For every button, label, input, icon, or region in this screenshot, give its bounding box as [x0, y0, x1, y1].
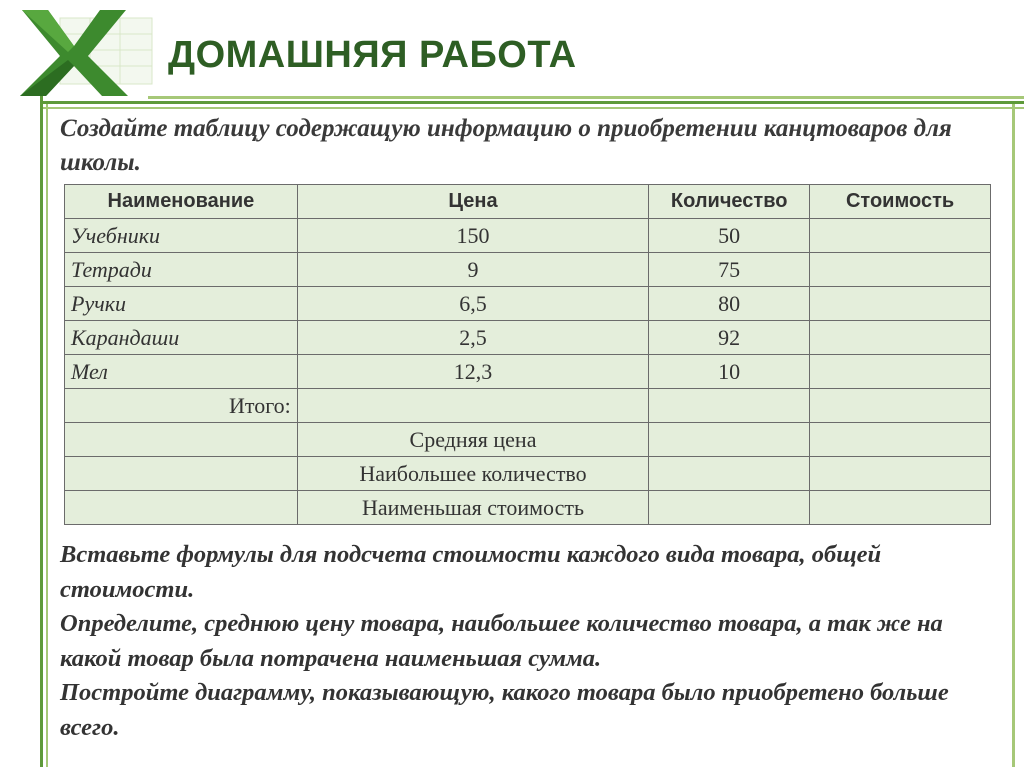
cell-price[interactable]: 6,5 — [297, 287, 648, 321]
task-item-formulas: Вставьте формулы для подсчета стоимости каждого вида товара, общей стоимости. — [60, 541, 882, 603]
table-row — [65, 355, 991, 389]
cell-quantity[interactable]: 92 — [649, 321, 810, 355]
excel-logo-icon — [8, 6, 158, 98]
table-row — [65, 321, 991, 355]
table-row-total — [65, 389, 991, 423]
cell-name[interactable]: Ручки — [65, 287, 298, 321]
header-divider-light — [148, 96, 1024, 99]
table-row — [65, 253, 991, 287]
cell-price[interactable]: 12,3 — [297, 355, 648, 389]
summary-label-max-quantity: Наибольшее количество — [297, 457, 648, 491]
cell-min-quantity[interactable] — [649, 491, 810, 525]
cell-total-quantity[interactable] — [649, 389, 810, 423]
intro-text: Создайте таблицу содержащую информацию о приобретении канцтоваров для школы. — [60, 115, 952, 176]
column-header-quantity: Количество — [649, 185, 810, 219]
cell-name[interactable]: Мел — [65, 355, 298, 389]
cell-average-quantity[interactable] — [649, 423, 810, 457]
header-divider-dark — [40, 101, 1024, 104]
cell-cost[interactable] — [810, 219, 991, 253]
column-header-price: Цена — [297, 185, 648, 219]
cell-quantity[interactable]: 75 — [649, 253, 810, 287]
total-label: Итого: — [65, 389, 298, 423]
cell-max-quantity[interactable] — [649, 457, 810, 491]
task-list — [60, 538, 1000, 745]
summary-label-min-cost: Наименьшая стоимость — [297, 491, 648, 525]
cell-average-cost[interactable] — [810, 423, 991, 457]
table-row-max — [65, 457, 991, 491]
column-header-name: Наименование — [65, 185, 298, 219]
cell-price[interactable]: 9 — [297, 253, 648, 287]
cell-empty[interactable] — [65, 457, 298, 491]
cell-min-cost[interactable] — [810, 491, 991, 525]
left-border-line — [40, 96, 43, 767]
cell-price[interactable]: 2,5 — [297, 321, 648, 355]
table-row — [65, 219, 991, 253]
table-row-average — [65, 423, 991, 457]
cell-name[interactable]: Тетради — [65, 253, 298, 287]
cell-price[interactable]: 150 — [297, 219, 648, 253]
cell-total-price[interactable] — [297, 389, 648, 423]
summary-label-average-price: Средняя цена — [297, 423, 648, 457]
table-header-row — [65, 185, 991, 219]
cell-quantity[interactable]: 80 — [649, 287, 810, 321]
page-title: ДОМАШНЯЯ РАБОТА — [168, 34, 577, 76]
cell-cost[interactable] — [810, 355, 991, 389]
task-item-statistics: Определите, среднюю цену товара, наибольшее количество товара, а так же на какой товар была потрачена наименьшая сумма. — [60, 610, 943, 672]
cell-name[interactable]: Учебники — [65, 219, 298, 253]
task-item-chart: Постройте диаграмму, показывающую, какого товара было приобретено больше всего. — [60, 679, 949, 741]
cell-quantity[interactable]: 10 — [649, 355, 810, 389]
purchase-table — [64, 184, 991, 525]
cell-cost[interactable] — [810, 287, 991, 321]
table-row — [65, 287, 991, 321]
header-divider-thin — [40, 107, 1024, 109]
right-border-line — [1012, 104, 1015, 767]
cell-quantity[interactable]: 50 — [649, 219, 810, 253]
cell-name[interactable]: Карандаши — [65, 321, 298, 355]
table-row-min — [65, 491, 991, 525]
cell-cost[interactable] — [810, 321, 991, 355]
cell-max-cost[interactable] — [810, 457, 991, 491]
cell-empty[interactable] — [65, 423, 298, 457]
cell-empty[interactable] — [65, 491, 298, 525]
cell-total-cost[interactable] — [810, 389, 991, 423]
column-header-cost: Стоимость — [810, 185, 991, 219]
left-border-line-light — [46, 104, 48, 767]
cell-cost[interactable] — [810, 253, 991, 287]
